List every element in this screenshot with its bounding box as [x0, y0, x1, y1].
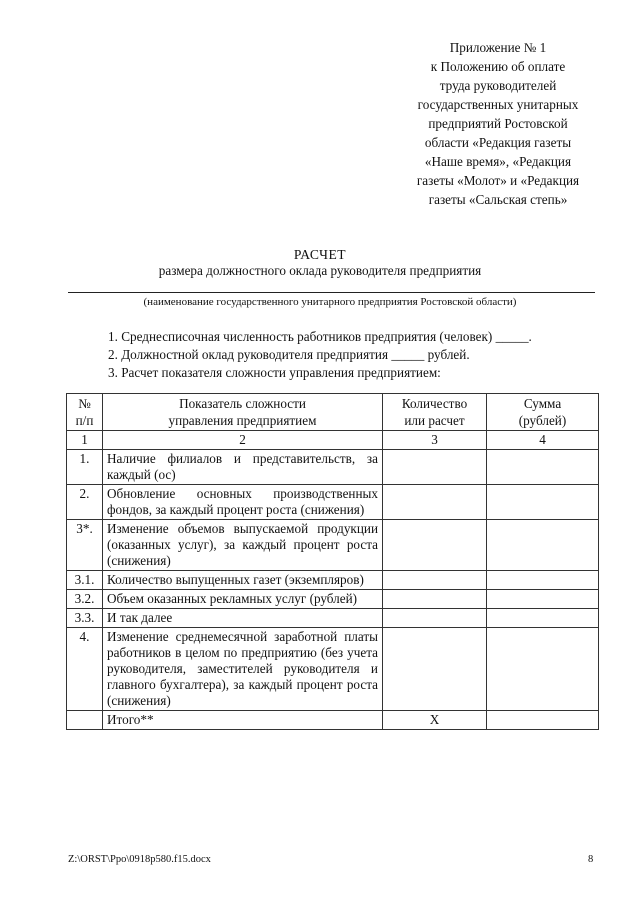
row-quantity: [383, 571, 487, 590]
row-number: 3.2.: [67, 590, 103, 609]
row-quantity: [383, 628, 487, 711]
row-indicator: Изменение объемов выпускаемой продукции (оказанных услуг), за каждый процент роста (снижения): [103, 520, 383, 571]
appendix-line: газеты «Молот» и «Редакция: [416, 173, 580, 188]
table-row: [67, 609, 599, 628]
row-indicator: Количество выпущенных газет (экземпляров): [103, 571, 383, 590]
row-indicator: Обновление основных производственных фондов, за каждый процент роста (снижения): [103, 485, 383, 520]
document-subtitle: размера должностного оклада руководителя предприятия: [158, 263, 482, 278]
table-row: [67, 590, 599, 609]
complexity-table: [66, 393, 599, 730]
row-indicator: Наличие филиалов и представительств, за каждый (ос): [103, 450, 383, 485]
colnum-cell: 4: [487, 431, 599, 450]
row-sum: [487, 609, 599, 628]
table-row: [67, 485, 599, 520]
row-quantity: [383, 485, 487, 520]
row-sum: [487, 450, 599, 485]
appendix-note: [398, 38, 598, 209]
appendix-line: газеты «Сальская степь»: [428, 192, 568, 207]
footer-file-path: Z:\ORST\Ppo\0918p580.f15.docx: [68, 854, 211, 865]
row-sum: [487, 520, 599, 571]
row-indicator: Итого**: [103, 711, 383, 730]
appendix-line: «Наше время», «Редакция: [424, 154, 572, 169]
fill-in-caption: (наименование государственного унитарного предприятия Ростовской области): [143, 296, 517, 308]
row-quantity: [383, 450, 487, 485]
header-quantity: Количество или расчет: [383, 394, 487, 431]
row-quantity: [383, 590, 487, 609]
row-indicator: Изменение среднемесячной заработной платы работников в целом по предприятию (без учета руководителя, заместителей руководителя и главного бухгалтера), за каждый процент роста (снижения): [103, 628, 383, 711]
row-number: 3*.: [67, 520, 103, 571]
row-sum: [487, 571, 599, 590]
column-number-row: [67, 431, 599, 450]
row-number: 3.1.: [67, 571, 103, 590]
table-row: [67, 571, 599, 590]
row-number: 2.: [67, 485, 103, 520]
row-number: 3.3.: [67, 609, 103, 628]
table-row: [67, 520, 599, 571]
numbered-items: [108, 328, 532, 382]
document-title: РАСЧЕТ: [293, 247, 347, 262]
row-quantity: [383, 609, 487, 628]
fill-in-line: [68, 292, 595, 293]
row-number: 1.: [67, 450, 103, 485]
colnum-cell: 1: [67, 431, 103, 450]
table-row: [67, 450, 599, 485]
row-sum: [487, 485, 599, 520]
table-total-row: [67, 711, 599, 730]
header-sum: Сумма (рублей): [487, 394, 599, 431]
table-header-row: [67, 394, 599, 431]
row-number: 4.: [67, 628, 103, 711]
appendix-line: Приложение № 1: [449, 40, 547, 55]
row-sum: [487, 590, 599, 609]
row-sum: [487, 711, 599, 730]
item-salary: 2. Должностной оклад руководителя предприятия _____ рублей.: [108, 347, 470, 362]
row-quantity: Х: [383, 711, 487, 730]
row-indicator: И так далее: [103, 609, 383, 628]
colnum-cell: 2: [103, 431, 383, 450]
row-sum: [487, 628, 599, 711]
item-complexity: 3. Расчет показателя сложности управления предприятием:: [108, 365, 441, 380]
row-quantity: [383, 520, 487, 571]
header-indicator: Показатель сложности управления предприятием: [103, 394, 383, 431]
row-indicator: Объем оказанных рекламных услуг (рублей): [103, 590, 383, 609]
appendix-line: государственных унитарных: [417, 97, 579, 112]
appendix-line: предприятий Ростовской: [428, 116, 568, 131]
appendix-line: труда руководителей: [439, 78, 557, 93]
row-number: [67, 711, 103, 730]
appendix-line: к Положению об оплате: [430, 59, 566, 74]
appendix-line: области «Редакция газеты: [424, 135, 572, 150]
table-row: [67, 628, 599, 711]
item-headcount: 1. Среднесписочная численность работников предприятия (человек) _____.: [108, 329, 532, 344]
colnum-cell: 3: [383, 431, 487, 450]
footer-page-number: 8: [588, 854, 594, 865]
header-num: № п/п: [67, 394, 103, 431]
